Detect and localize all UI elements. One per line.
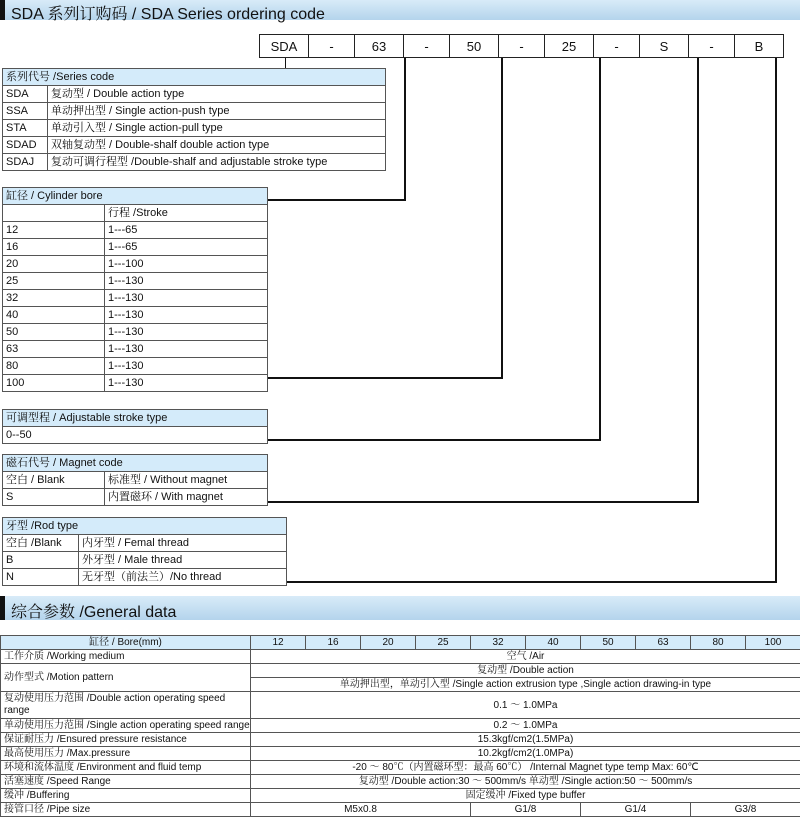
code-magnet: S	[639, 34, 689, 58]
magnet-table	[2, 454, 268, 506]
code-stroke: 50	[449, 34, 499, 58]
order-code-strip	[260, 34, 784, 58]
rod-table	[2, 517, 287, 586]
table-row: 80 1---130	[3, 358, 268, 375]
ordering-title: SDA 系列订购码 / SDA Series ordering code	[11, 6, 325, 23]
table-row: 40 1---130	[3, 307, 268, 324]
code-dash: -	[403, 34, 450, 58]
bore-header: 缸径 / Cylinder bore	[3, 188, 268, 205]
table-row: 单动使用压力范围 /Single action operating speed range 0.2 ～ 1.0MPa	[1, 719, 800, 733]
stroke-header: 行程 /Stroke	[105, 205, 268, 222]
table-row: STA 单动引入型 / Single action-pull type	[3, 120, 386, 137]
code-adjustable: 25	[544, 34, 594, 58]
table-row: 最高使用压力 /Max.pressure 10.2kgf/cm2(1.0MPa)	[1, 747, 800, 761]
table-row: SDAJ 复动可调行程型 /Double-shalf and adjustable stroke type	[3, 154, 386, 171]
table-row: 25 1---130	[3, 273, 268, 290]
general-data-table	[0, 635, 800, 817]
general-banner	[0, 596, 800, 620]
table-row: 保证耐压力 /Ensured pressure resistance 15.3kgf/cm2(1.5MPa)	[1, 733, 800, 747]
table-row: 空白 / Blank 标准型 / Without magnet	[3, 472, 268, 489]
table-row: SSA 单动押出型 / Single action-push type	[3, 103, 386, 120]
table-row: 16 1---65	[3, 239, 268, 256]
code-bore: 63	[354, 34, 404, 58]
table-row: 动作型式 /Motion pattern 复动型 /Double action	[1, 664, 800, 678]
table-row: 20 1---100	[3, 256, 268, 273]
table-row: N 无牙型（前法兰）/No thread	[3, 569, 287, 586]
code-series: SDA	[259, 34, 309, 58]
table-row: 单动押出型，单动引入型 /Single action extrusion type ,Single action drawing-in type	[1, 678, 800, 692]
table-row: 环境和流体温度 /Environment and fluid temp -20 ～ 80℃（内置磁环型：最高 60℃） /Internal Magnet type temp Max: 60℃	[1, 761, 800, 775]
code-dash: -	[308, 34, 355, 58]
table-row: B 外牙型 / Male thread	[3, 552, 287, 569]
table-row: 空白 /Blank 内牙型 / Femal thread	[3, 535, 287, 552]
general-title: 综合参数 /General data	[11, 604, 177, 621]
table-row: 63 1---130	[3, 341, 268, 358]
bore-header-row: 缸径 / Bore(mm) 12 16 20 25 32 40 50 63 80 100	[1, 636, 800, 650]
table-row: 50 1---130	[3, 324, 268, 341]
table-row: 0--50	[3, 427, 268, 444]
table-row: SDAD 双轴复动型 / Double-shalf double action type	[3, 137, 386, 154]
series-code-table	[2, 68, 386, 171]
adjustable-table	[2, 409, 268, 444]
table-row: 32 1---130	[3, 290, 268, 307]
table-row: 活塞速度 /Speed Range 复动型 /Double action:30 ～ 500mm/s 单动型 /Single action:50 ～ 500mm/s	[1, 775, 800, 789]
series-header: 系列代号 /Series code	[3, 69, 386, 86]
table-row: 工作介质 /Working medium 空气 /Air	[1, 650, 800, 664]
table-row: SDA 复动型 / Double action type	[3, 86, 386, 103]
table-row: 接管口径 /Pipe size M5x0.8 G1/8 G1/4 G3/8	[1, 803, 800, 817]
code-rod: B	[734, 34, 784, 58]
bore-table	[2, 187, 268, 392]
code-dash: -	[498, 34, 545, 58]
adjustable-header: 可调型程 / Adjustable stroke type	[3, 410, 268, 427]
ordering-banner	[0, 0, 800, 23]
code-dash: -	[688, 34, 735, 58]
table-row: 100 1---130	[3, 375, 268, 392]
rod-header: 牙型 /Rod type	[3, 518, 287, 535]
table-row: 12 1---65	[3, 222, 268, 239]
code-dash: -	[593, 34, 640, 58]
table-row: 缓冲 /Buffering 固定缓冲 /Fixed type buffer	[1, 789, 800, 803]
table-row: 复动使用压力范围 /Double action operating speed range 0.1 ～ 1.0MPa	[1, 692, 800, 719]
table-row: S 内置磁环 / With magnet	[3, 489, 268, 506]
magnet-header: 磁石代号 / Magnet code	[3, 455, 268, 472]
